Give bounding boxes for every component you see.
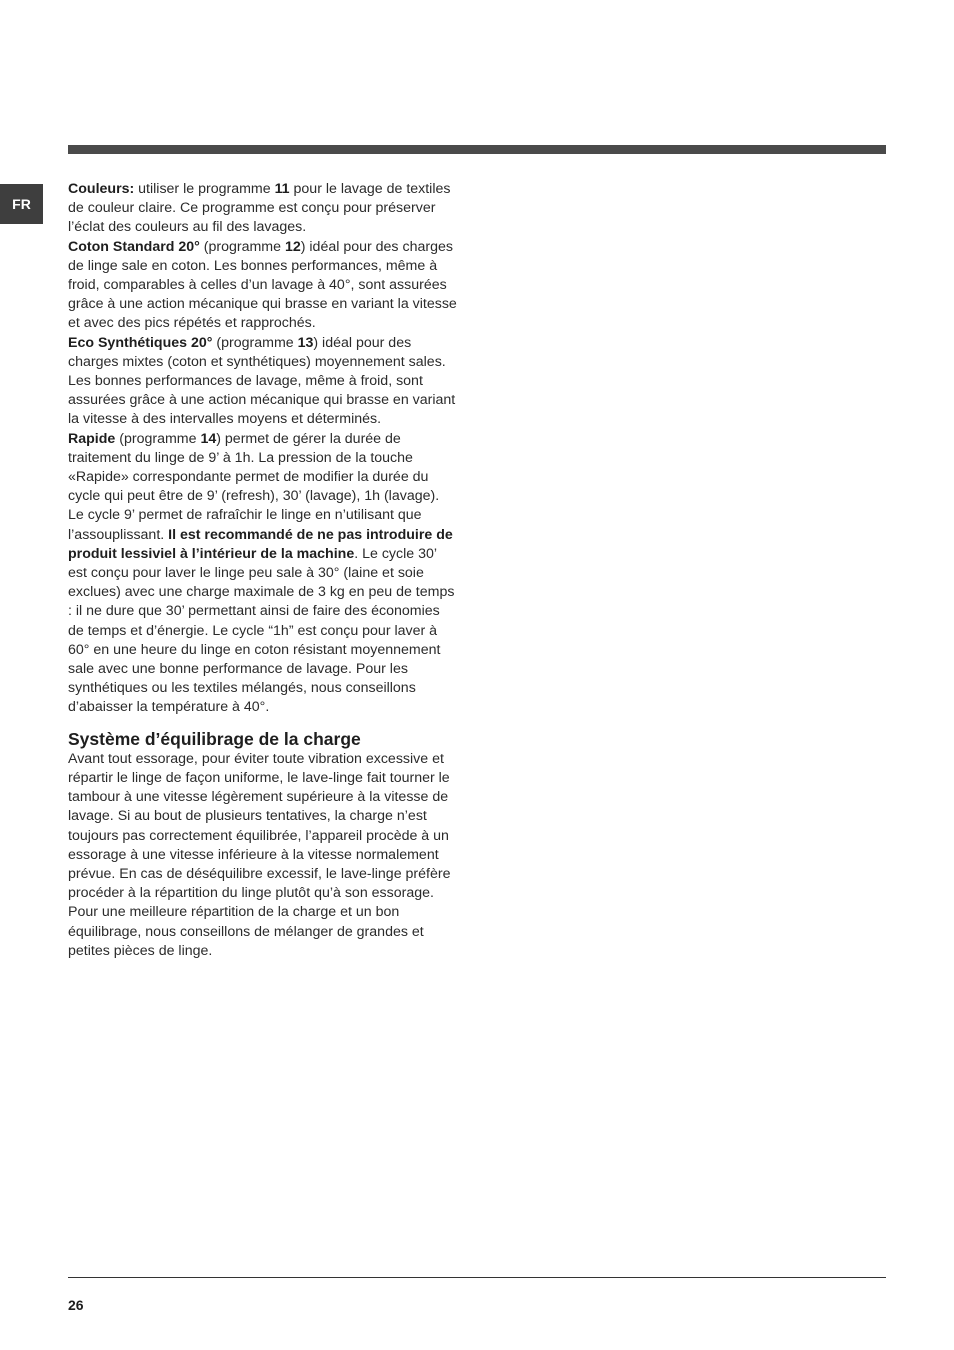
section-heading: Système d’équilibrage de la charge	[68, 728, 361, 749]
main-text-column	[68, 180, 458, 961]
bottom-divider	[68, 1277, 886, 1278]
language-tab: FR	[0, 184, 43, 224]
paragraph-couleurs: Couleurs: utiliser le programme 11 pour le lavage de textiles de couleur claire. Ce programme est conçu pour préserver l’éclat des couleurs au fil des lavages.	[68, 181, 451, 236]
term-couleurs: Couleurs:	[68, 181, 135, 197]
paragraph-eco-synthetiques: Eco Synthétiques 20° (programme 13) idéal pour des charges mixtes (coton et synthétiques) moyennement sales. Les bonnes performances de lavage, même à froid, sont assurées grâce à une action mécanique qui brasse en variant la vitesse à des intervalles moyens et déterminés.	[68, 334, 456, 428]
term-rapide: Rapide	[68, 430, 116, 447]
term-eco-synthetiques: Eco Synthétiques 20°	[68, 334, 213, 351]
top-divider	[68, 145, 886, 154]
paragraph-rapide: Rapide (programme 14) permet de gérer la durée de traitement du linge de 9’ à 1h. La pression de la touche «Rapide» correspondante permet de modifier la durée du cycle qui peut être de 9’ (refresh), 30’ (lavage), 1h (lavage). Le cycle 9’ permet de rafraîchir le linge en n’utilisant que l’assouplissant. Il est recommandé de ne pas introduire de produit lessiviel à l’intérieur de la machine. Le cycle 30’ est conçu pour laver le linge peu sale à 30° (laine et soie exclues) avec une charge maximale de 3 kg en peu de temps : il ne dure que 30’ permettant ainsi de faire des économies de temps et d’énergie. Le cycle “1h” est conçu pour laver à 60° en une heure du linge en coton résistant moyennement sale avec une bonne performance de lavage. Pour les synthétiques ou les textiles mélangés, nous conseillons d’abaisser la température à 40°.	[68, 430, 455, 716]
term-coton-standard: Coton Standard 20°	[68, 238, 200, 255]
warning-text: Il est recommandé de ne pas introduire de produit lessiviel à l’intérieur de la machine	[68, 526, 453, 562]
page-number: 26	[68, 1297, 84, 1313]
paragraph-load-balancing: Avant tout essorage, pour éviter toute vibration excessive et répartir le linge de façon uniforme, le lave-linge fait tourner le tambour à une vitesse légèrement supérieure à la vitesse de lavage. Si au bout de plusieurs tentatives, la charge n’est toujours pas correctement équilibrée, l’appareil procède à un essorage à une vitesse inférieure à la vitesse normalement prévue. En cas de déséquilibre excessif, le lave-linge préfère procéder à la répartition du linge plutôt qu’à son essorage. Pour une meilleure répartition de la charge et un bon équilibrage, nous conseillons de mélanger de grandes et petites pièces de linge.	[68, 750, 451, 959]
paragraph-coton-standard: Coton Standard 20° (programme 12) idéal pour des charges de linge sale en coton. Les bonnes performances, même à froid, comparables à celles d’un lavage à 40°, sont assurées grâce à une action mécanique qui brasse en variant la vitesse et avec des pics répétés et rapprochés.	[68, 238, 457, 332]
